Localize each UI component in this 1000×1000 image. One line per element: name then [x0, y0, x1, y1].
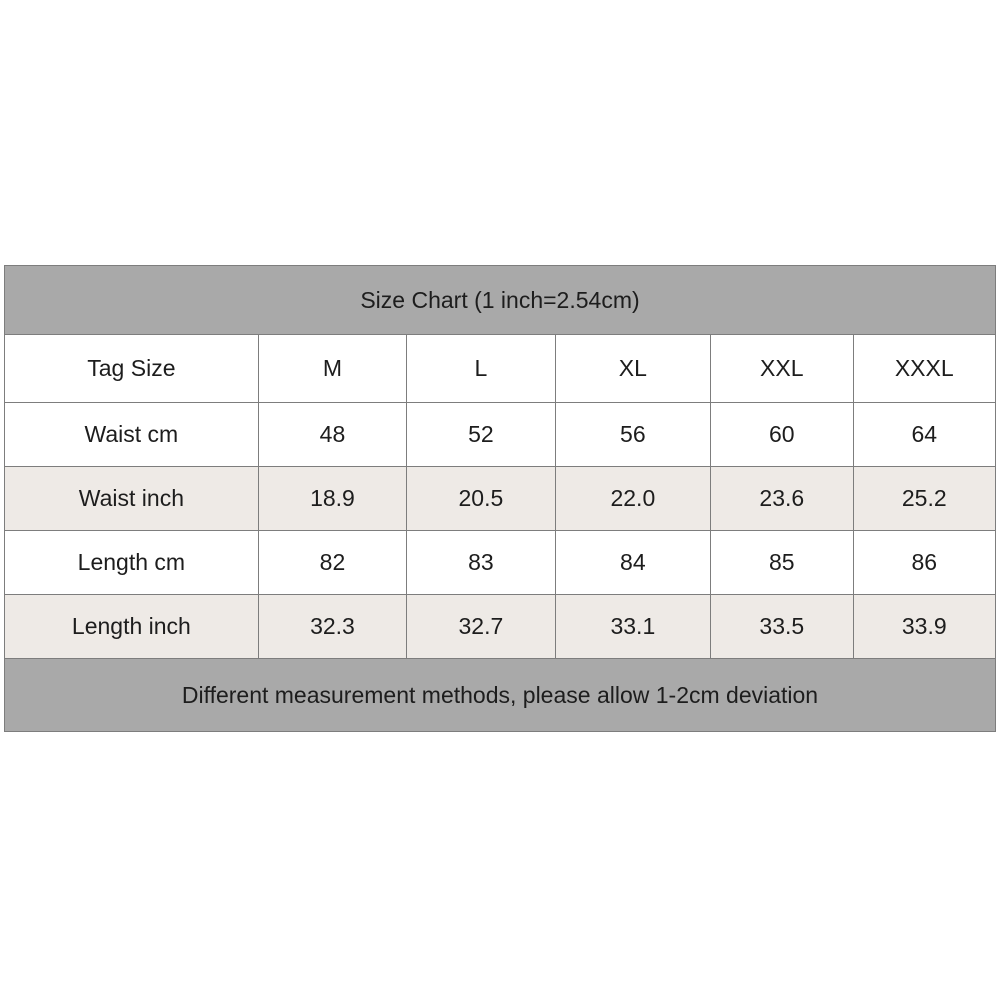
column-header-xxl: XXL: [711, 335, 853, 403]
deviation-note: Different measurement methods, please allow 1-2cm deviation: [5, 659, 996, 732]
cell-length-cm-xl: 84: [555, 531, 710, 595]
cell-waist-cm-xxxl: 64: [853, 403, 996, 467]
table-header-row: [5, 335, 996, 403]
cell-length-inch-xxl: 33.5: [711, 595, 853, 659]
row-label-waist-cm: Waist cm: [5, 403, 259, 467]
cell-waist-inch-m: 18.9: [258, 467, 406, 531]
size-chart-table: [4, 265, 996, 732]
table-row: [5, 467, 996, 531]
cell-waist-inch-xl: 22.0: [555, 467, 710, 531]
chart-title: Size Chart (1 inch=2.54cm): [5, 266, 996, 335]
cell-length-cm-xxxl: 86: [853, 531, 996, 595]
column-header-xxxl: XXXL: [853, 335, 996, 403]
cell-waist-cm-xl: 56: [555, 403, 710, 467]
cell-waist-cm-xxl: 60: [711, 403, 853, 467]
table-row: [5, 403, 996, 467]
cell-length-inch-xxxl: 33.9: [853, 595, 996, 659]
cell-waist-inch-l: 20.5: [407, 467, 555, 531]
size-chart-container: [4, 265, 996, 732]
cell-length-cm-xxl: 85: [711, 531, 853, 595]
cell-waist-cm-m: 48: [258, 403, 406, 467]
table-row: [5, 531, 996, 595]
table-footer-row: [5, 659, 996, 732]
row-label-length-inch: Length inch: [5, 595, 259, 659]
table-title-row: [5, 266, 996, 335]
column-header-l: L: [407, 335, 555, 403]
row-label-length-cm: Length cm: [5, 531, 259, 595]
cell-waist-inch-xxxl: 25.2: [853, 467, 996, 531]
cell-length-inch-m: 32.3: [258, 595, 406, 659]
cell-length-inch-xl: 33.1: [555, 595, 710, 659]
cell-length-cm-m: 82: [258, 531, 406, 595]
cell-waist-cm-l: 52: [407, 403, 555, 467]
cell-waist-inch-xxl: 23.6: [711, 467, 853, 531]
column-header-tag-size: Tag Size: [5, 335, 259, 403]
row-label-waist-inch: Waist inch: [5, 467, 259, 531]
cell-length-cm-l: 83: [407, 531, 555, 595]
cell-length-inch-l: 32.7: [407, 595, 555, 659]
column-header-xl: XL: [555, 335, 710, 403]
table-row: [5, 595, 996, 659]
column-header-m: M: [258, 335, 406, 403]
